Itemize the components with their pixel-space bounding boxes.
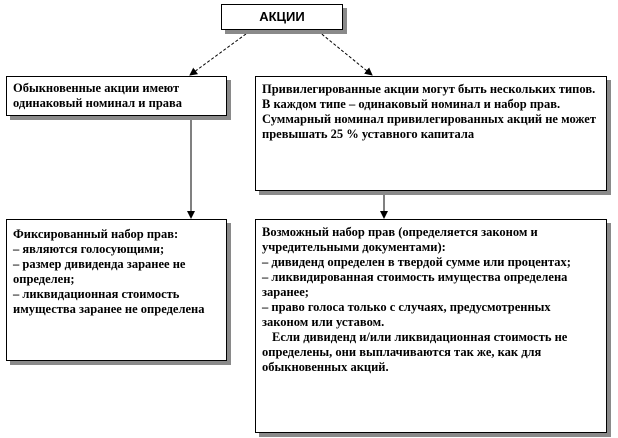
- possible-rights-item-3: – право голоса только с случаях, предусмотренных законом или уставом.: [262, 300, 551, 329]
- fixed-rights-heading: Фиксированный набор прав:: [13, 227, 179, 241]
- possible-rights-note: Если дивиденд и/или ликвидационная стоимость не определены, они выплачиваются так же, как для обыкновенных акций.: [262, 330, 568, 374]
- fixed-rights-item-3: – ликвидационная стоимость имущества заранее не определена: [13, 287, 205, 316]
- fixed-rights-item-2: – размер дивиденда заранее не определен;: [13, 257, 186, 286]
- preferred-shares-line-1: Привилегированные акции могут быть нескольких типов.: [262, 82, 596, 96]
- fixed-rights-item-1: – являются голосующими;: [13, 242, 165, 256]
- title-box: [221, 4, 343, 30]
- possible-rights-box: [255, 219, 607, 433]
- fixed-rights-box: [6, 219, 227, 361]
- preferred-shares-line-2: В каждом типе – одинаковый номинал и набор прав.: [262, 97, 561, 111]
- arrow-title-to-ordinary: [190, 31, 250, 75]
- possible-rights-item-1: – дивиденд определен в твердой сумме или процентах;: [262, 255, 571, 269]
- possible-rights-item-2: – ликвидированная стоимость имущества определена заранее;: [262, 270, 568, 299]
- possible-rights-heading: Возможный набор прав (определяется законом и учредительными документами):: [262, 225, 538, 254]
- preferred-shares-box: [255, 76, 607, 191]
- arrow-title-to-preferred: [318, 31, 372, 75]
- diagram-title: АКЦИИ: [259, 9, 305, 24]
- ordinary-shares-box: [6, 76, 227, 116]
- preferred-shares-line-3: Суммарный номинал привилегированных акций не может превышать 25 % уставного капитала: [262, 112, 596, 141]
- ordinary-shares-text: Обыкновенные акции имеют одинаковый номинал и права: [13, 81, 183, 110]
